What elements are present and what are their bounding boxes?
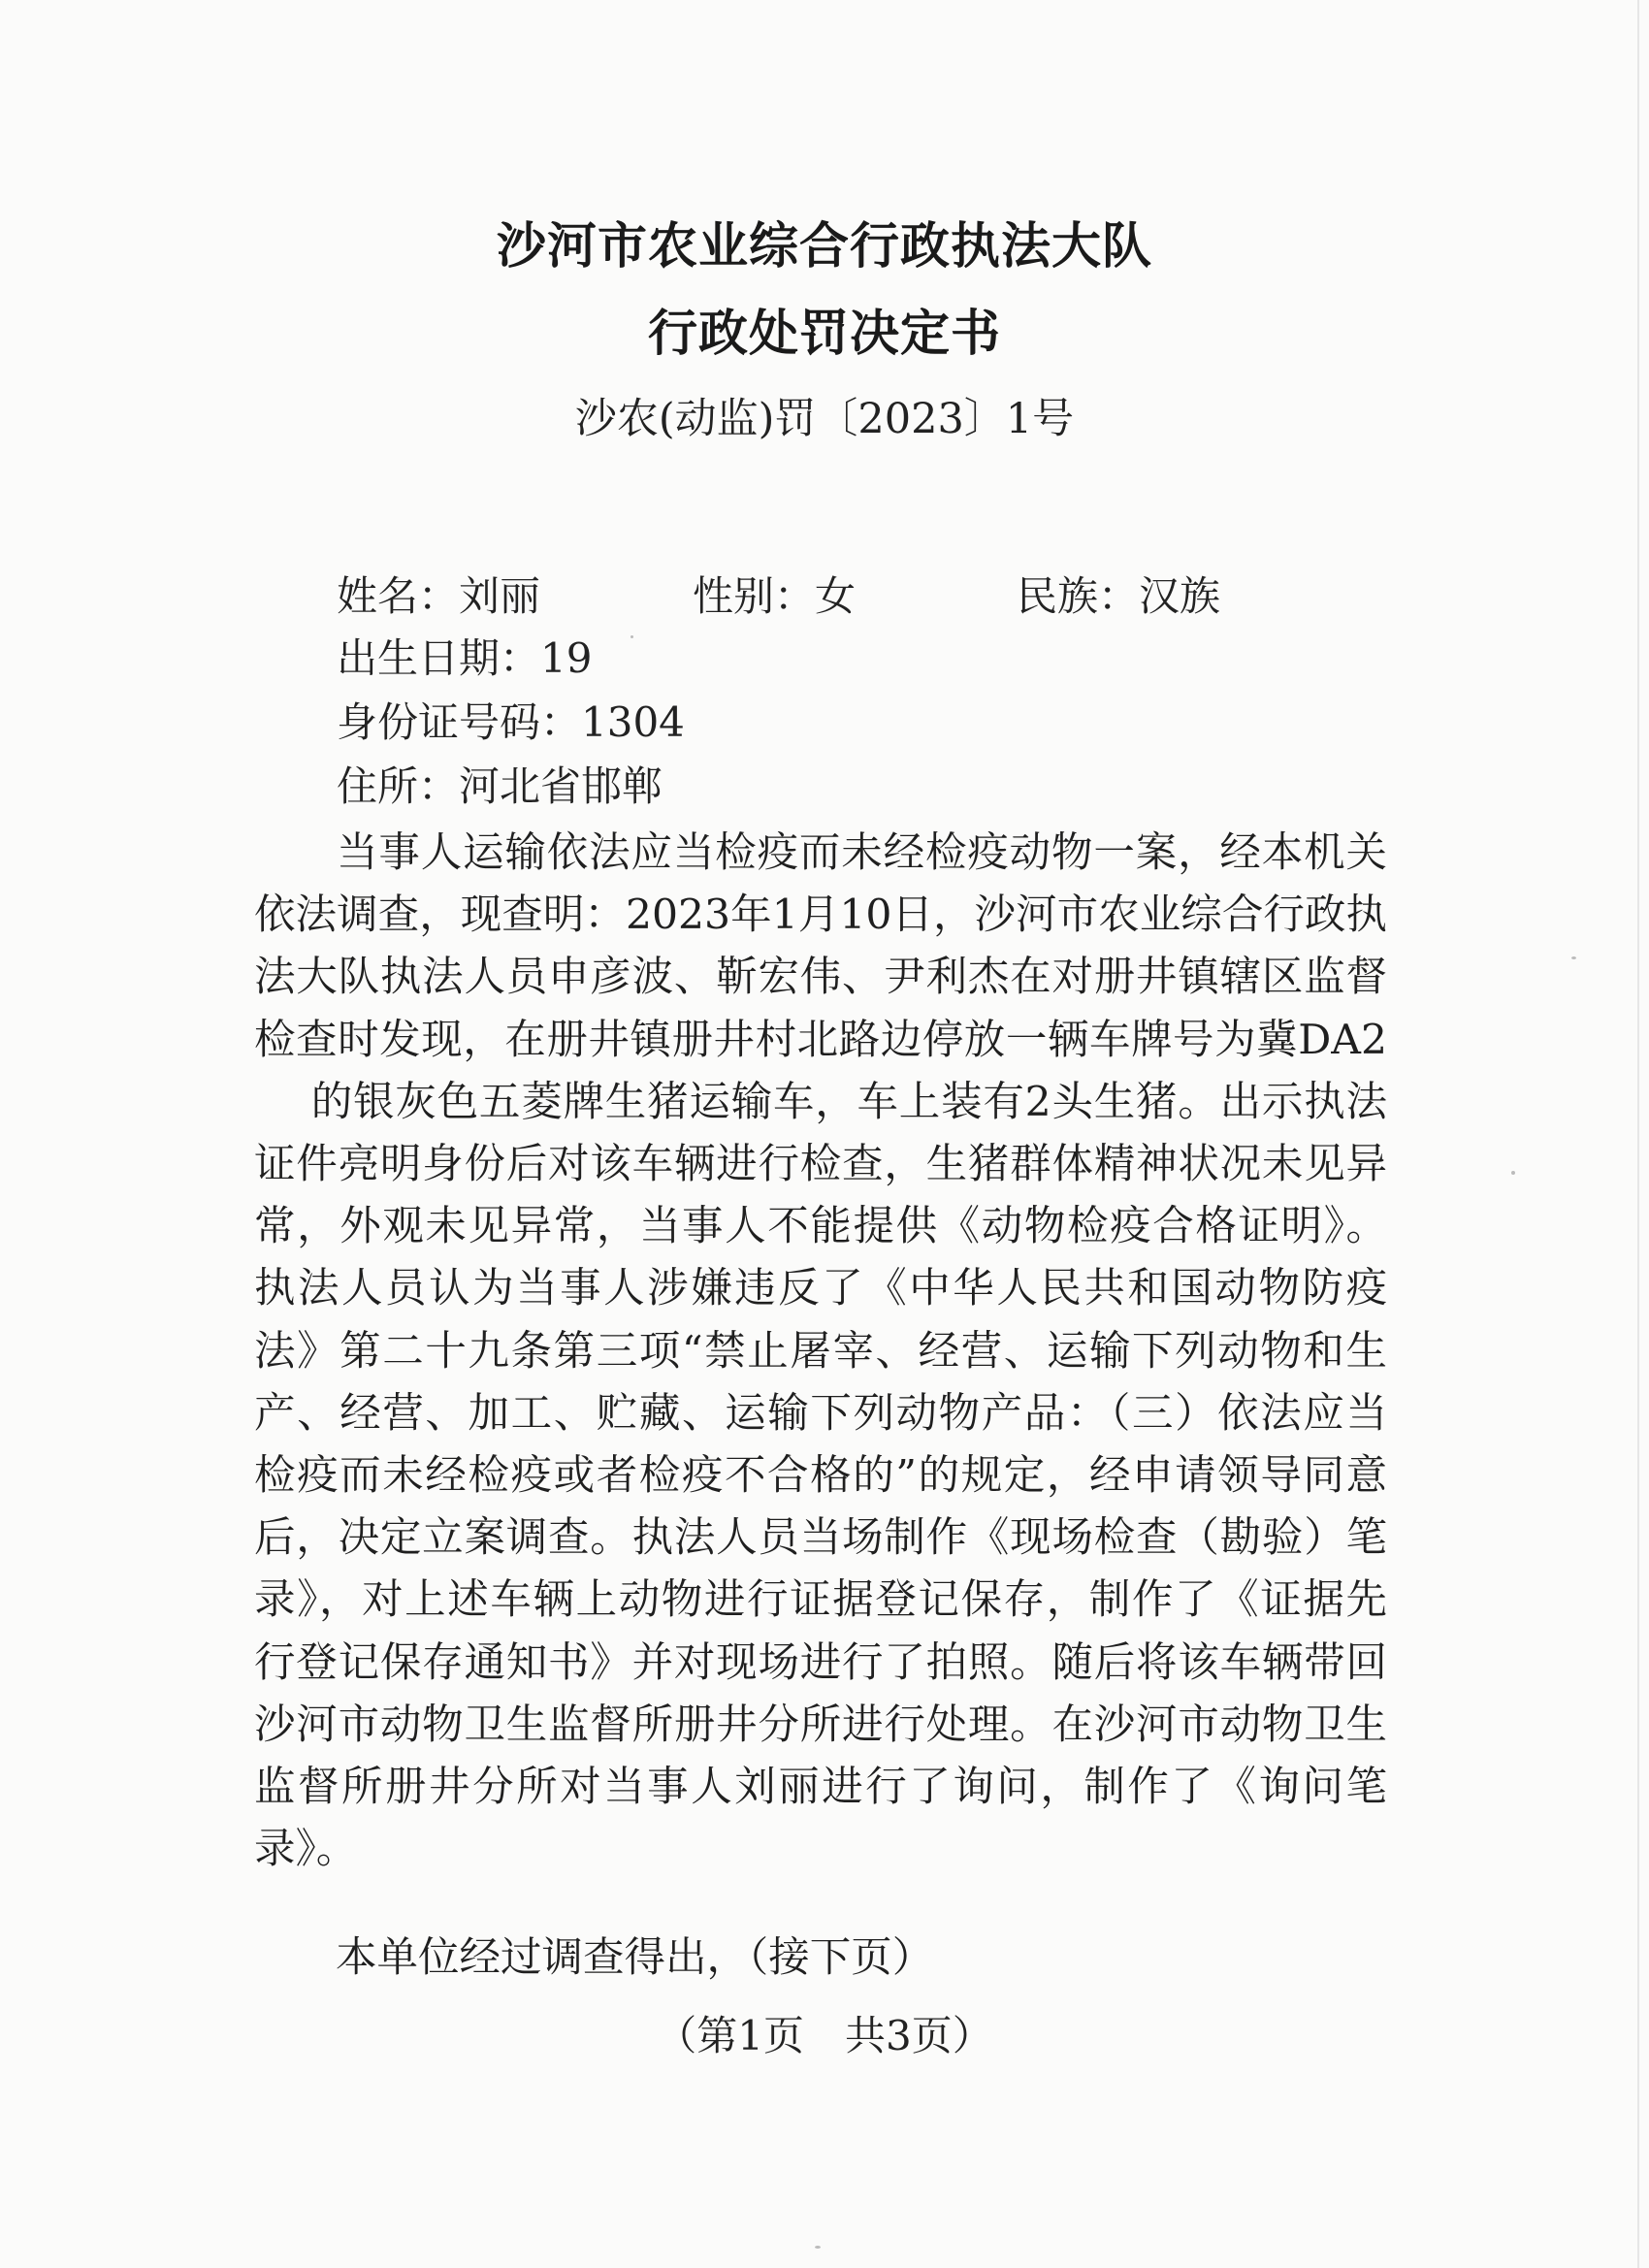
party-ethnicity bbox=[1017, 565, 1220, 623]
party-birthdate bbox=[337, 627, 592, 685]
scan-speck bbox=[630, 635, 633, 638]
agency-title: 沙河市农业综合行政执法大队 bbox=[496, 217, 1152, 275]
id-value: 1304 bbox=[581, 698, 685, 746]
gender-value: 女 bbox=[815, 572, 857, 620]
birth-label: 出生日期： bbox=[337, 634, 541, 682]
gender-label: 性别： bbox=[693, 572, 816, 620]
address-value: 河北省邯郸 bbox=[459, 762, 663, 810]
name-value: 刘丽 bbox=[459, 572, 541, 620]
ethnicity-label: 民族： bbox=[1017, 572, 1140, 620]
scan-speck bbox=[815, 2246, 821, 2249]
party-id-number bbox=[337, 691, 685, 749]
party-name bbox=[337, 565, 540, 623]
conclusion-line: 本单位经过调查得出，（接下页） bbox=[336, 1934, 934, 1982]
ethnicity-value: 汉族 bbox=[1139, 572, 1221, 620]
page-number: （第1页 共3页） bbox=[656, 2012, 993, 2059]
party-gender bbox=[693, 565, 856, 623]
address-label: 住所： bbox=[337, 762, 460, 810]
case-facts-part-1: 当事人运输依法应当检疫而未经检疫动物一案，经本机关依法调查，现查明：2023年1月10日，沙河市农业综合行政执法大队执法人员申彦波、靳宏伟、尹利杰在对册井镇辖区监督检查时发现，在册井镇册井村北路边停放一辆车牌号为冀DA2 bbox=[254, 829, 1387, 1064]
scan-speck bbox=[1571, 956, 1576, 959]
scan-speck bbox=[1511, 1171, 1515, 1175]
birth-value: 19 bbox=[540, 634, 593, 682]
case-facts-part-2: 的银灰色五菱牌生猪运输车，车上装有2头生猪。出示执法证件亮明身份后对该车辆进行检查，生猪群体精神状况未见异常，外观未见异常，当事人不能提供《动物检疫合格证明》。执法人员认为当事人涉嫌违反了《中华人民共和国动物防疫法》第二十九条第三项“禁止屠宰、经营、运输下列动物和生产、经营、加工、贮藏、运输下列动物产品：（三）依法应当检疫而未经检疫或者检疫不合格的”的规定，经申请领导同意后，决定立案调查。执法人员当场制作《现场检查（勘验）笔录》，对上述车辆上动物进行证据登记保存，制作了《证据先行登记保存通知书》并对现场进行了拍照。随后将该车辆带回沙河市动物卫生监督所册井分所进行处理。在沙河市动物卫生监督所册井分所对当事人刘丽进行了询问，制作了《询问笔录》。 bbox=[254, 1078, 1387, 1874]
party-address bbox=[337, 755, 663, 813]
document-type-title: 行政处罚决定书 bbox=[647, 305, 1001, 363]
id-label: 身份证号码： bbox=[337, 698, 582, 746]
document-number: 沙农(动监)罚〔2023〕1号 bbox=[574, 395, 1075, 443]
case-facts-paragraph bbox=[254, 823, 1387, 1881]
name-label: 姓名： bbox=[337, 572, 460, 620]
